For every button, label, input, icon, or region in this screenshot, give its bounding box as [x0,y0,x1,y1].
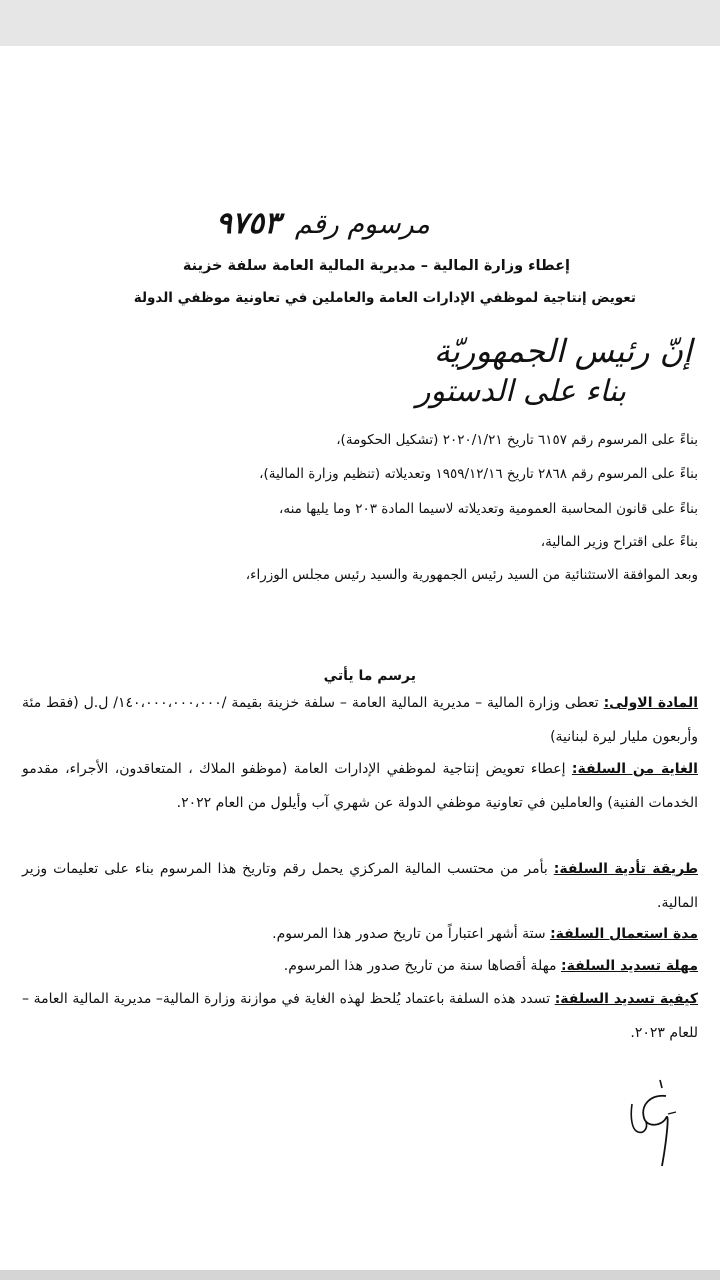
payment-text: بأمر من محتسب المالية المركزي يحمل رقم وتاريخ هذا المرسوم بناء على تعليمات وزير المالية. [22,861,698,911]
decree-number: ٩٧٥٣ [215,206,281,241]
recital-3: بناءً على قانون المحاسبة العمومية وتعديلاته لاسيما المادة ٢٠٣ وما يليها منه، [278,501,698,517]
repay-deadline-text: مهلة أقصاها سنة من تاريخ صدور هذا المرسوم. [283,958,557,974]
bottom-bar [0,1270,720,1280]
decree-title-text: مرسوم رقم [294,209,430,240]
payment-clause [22,852,698,920]
repay-method-clause [22,982,698,1050]
document-page [0,46,720,1270]
usage-clause [22,918,698,950]
recital-1: بناءً على المرسوم رقم ٦١٥٧ تاريخ ٢٠٢٠/١/٢١ (تشكيل الحكومة)، [336,432,698,448]
purpose-clause [22,752,698,820]
president-heading: إنّ رئيس الجمهوريّة [433,332,692,370]
signature-icon [622,1074,682,1174]
constitution-heading: بناء على الدستور [416,374,626,409]
article-1-text: تعطى وزارة المالية – مديرية المالية العامة – سلفة خزينة بقيمة /١٤٠،٠٠٠،٠٠٠،٠٠٠/ ل.ل (فقط مئة وأربعون مليار ليرة لبنانية) [22,695,698,745]
repay-deadline-label: مهلة تسديد السلفة: [561,958,698,974]
recital-4: بناءً على اقتراح وزير المالية، [540,534,698,550]
repay-deadline-clause [22,950,698,982]
usage-text: ستة أشهر اعتباراً من تاريخ صدور هذا المرسوم. [272,926,546,942]
recital-5: وبعد الموافقة الاستثنائية من السيد رئيس الجمهورية والسيد رئيس مجلس الوزراء، [245,567,698,583]
subtitle-line-1: إعطاء وزارة المالية – مديرية المالية العامة سلفة خزينة [182,258,570,274]
decree-heading: يرسم ما يأتي [323,668,416,684]
repay-method-label: كيفية تسديد السلفة: [554,991,698,1007]
article-1 [22,686,698,754]
decree-title [216,206,430,241]
status-bar [0,0,720,46]
purpose-text: إعطاء تعويض إنتاجية لموظفي الإدارات العامة (موظفو الملاك ، المتعاقدون، الأجراء، مقدمو الخدمات الفنية) والعاملين في تعاونية موظفي الدولة عن شهري آب وأيلول من العام ٢٠٢٢. [22,761,698,811]
purpose-label: الغاية من السلفة: [571,761,698,777]
article-1-label: المادة الاولى: [603,695,699,711]
recital-2: بناءً على المرسوم رقم ٢٨٦٨ تاريخ ١٩٥٩/١٢/١٦ وتعديلاته (تنظيم وزارة المالية)، [259,466,698,482]
payment-label: طريقة تأدية السلفة: [553,861,699,877]
usage-label: مدة استعمال السلفة: [550,926,698,942]
repay-method-text: تسدد هذه السلفة باعتماد يُلحظ لهذه الغاية في موازنة وزارة المالية– مديرية المالية العامة – للعام ٢٠٢٣. [22,991,698,1041]
subtitle-line-2: تعويض إنتاجية لموظفي الإدارات العامة والعاملين في تعاونية موظفي الدولة [133,290,636,306]
